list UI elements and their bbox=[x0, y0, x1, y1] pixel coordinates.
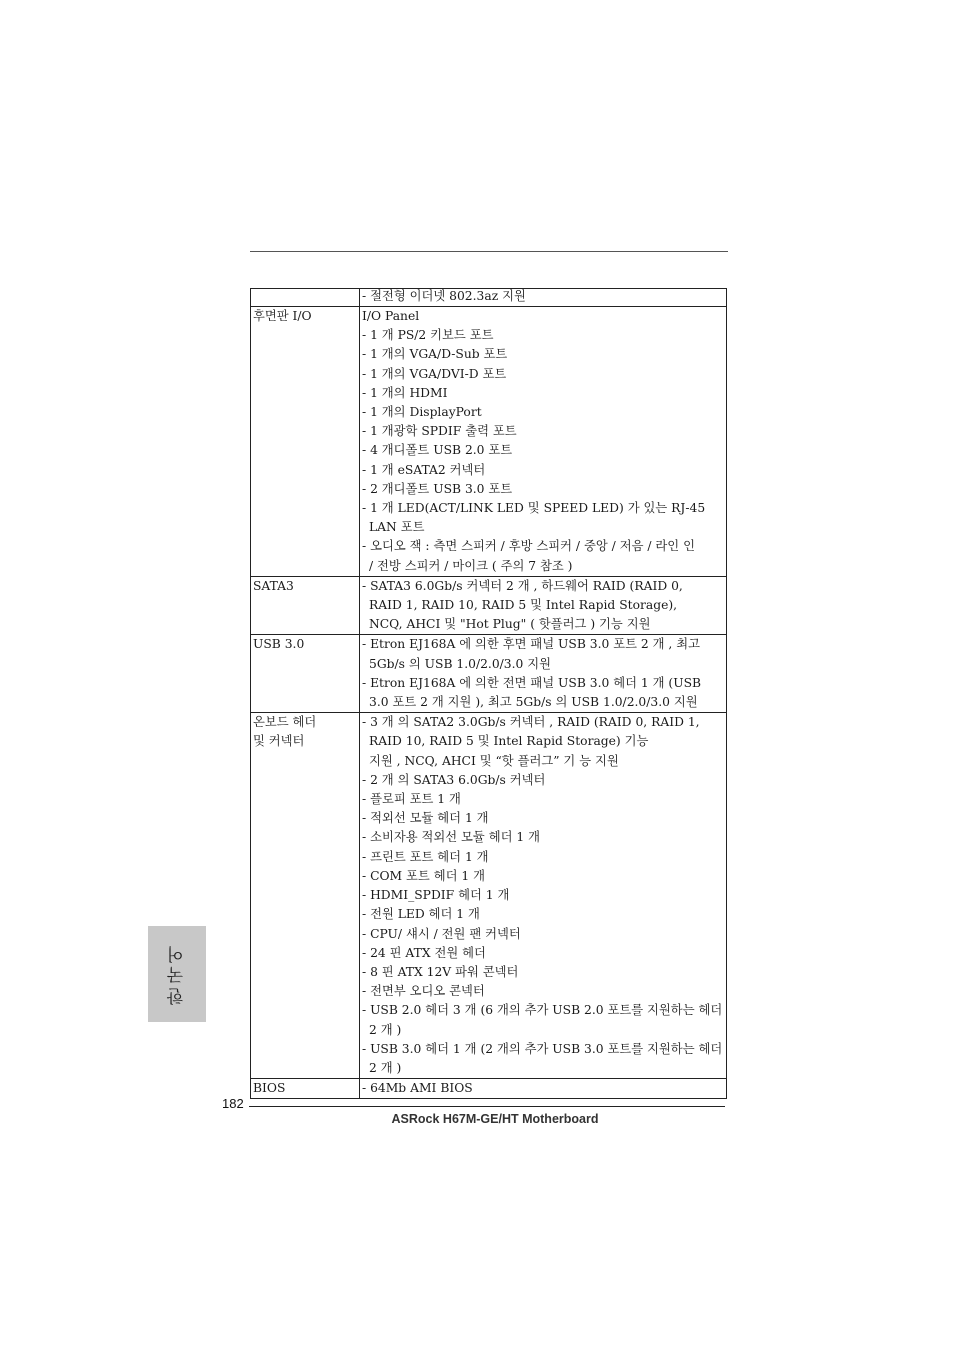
spec-line: - 오디오 잭 : 측면 스피커 / 후방 스피커 / 중앙 / 저음 / 라인 인 bbox=[362, 539, 695, 554]
spec-line: - COM 포트 헤더 1 개 bbox=[362, 868, 485, 883]
row-value bbox=[360, 1079, 727, 1099]
spec-line: 2 개 ) bbox=[369, 1060, 402, 1075]
label-line: 및 커넥터 bbox=[253, 734, 305, 749]
language-tab bbox=[148, 926, 206, 1022]
spec-line: - 2 개디폴트 USB 3.0 포트 bbox=[362, 481, 513, 496]
row-value bbox=[360, 307, 727, 577]
row-label bbox=[251, 713, 360, 1079]
spec-line: - 적외선 모듈 헤더 1 개 bbox=[362, 811, 489, 826]
spec-line: - 1 개 eSATA2 커넥터 bbox=[362, 462, 486, 477]
table-row bbox=[251, 1079, 727, 1099]
bottom-rule bbox=[249, 1106, 725, 1107]
footer-title: ASRock H67M-GE/HT Motherboard bbox=[391, 1112, 599, 1126]
row-value bbox=[360, 576, 727, 635]
spec-line: - SATA3 6.0Gb/s 커넥터 2 개 , 하드웨어 RAID (RAID 0, bbox=[362, 578, 683, 593]
spec-line: - Etron EJ168A 에 의한 후면 패널 USB 3.0 포트 2 개 , 최고 bbox=[362, 637, 701, 652]
label-line: 후면판 I/O bbox=[253, 309, 312, 323]
spec-line: 지원 , NCQ, AHCI 및 “핫 플러그” 기 능 지원 bbox=[369, 753, 619, 768]
spec-line: - 4 개디폴트 USB 2.0 포트 bbox=[362, 443, 513, 458]
spec-line: - 24 핀 ATX 전원 헤더 bbox=[362, 945, 486, 960]
label-line: SATA3 bbox=[253, 578, 294, 593]
row-value bbox=[360, 713, 727, 1079]
spec-line: I/O Panel bbox=[362, 309, 420, 323]
spec-line: - 1 개 LED(ACT/LINK LED 및 SPEED LED) 가 있는 RJ-45 bbox=[362, 501, 706, 516]
spec-line: - Etron EJ168A 에 의한 전면 패널 USB 3.0 헤더 1 개 (USB bbox=[362, 675, 702, 690]
spec-line: 3.0 포트 2 개 지원 ), 최고 5Gb/s 의 USB 1.0/2.0/3.0 지원 bbox=[369, 695, 698, 710]
spec-line: - 1 개의 VGA/DVI-D 포트 bbox=[362, 366, 507, 381]
spec-line: RAID 10, RAID 5 및 Intel Rapid Storage) 기능 bbox=[369, 734, 649, 749]
spec-line: - 2 개 의 SATA3 6.0Gb/s 커넥터 bbox=[362, 772, 546, 787]
spec-line: - 소비자용 적외선 모듈 헤더 1 개 bbox=[362, 830, 540, 845]
row-label bbox=[251, 1079, 360, 1099]
row-value bbox=[360, 289, 727, 307]
spec-line: - 64Mb AMI BIOS bbox=[362, 1081, 473, 1096]
spec-line: - 플로피 포트 1 개 bbox=[362, 792, 461, 807]
row-value bbox=[360, 635, 727, 713]
row-label bbox=[251, 576, 360, 635]
table-row bbox=[251, 576, 727, 635]
spec-line: - 3 개 의 SATA2 3.0Gb/s 커넥터 , RAID (RAID 0, RAID 1, bbox=[362, 715, 700, 730]
spec-line: - 전면부 오디오 콘넥터 bbox=[362, 984, 485, 999]
top-rule bbox=[250, 251, 728, 252]
page-number: 182 bbox=[222, 1096, 244, 1111]
table-row bbox=[251, 635, 727, 713]
label-line: 온보드 헤더 bbox=[253, 715, 317, 730]
spec-line: - 1 개의 VGA/D-Sub 포트 bbox=[362, 347, 508, 362]
row-label bbox=[251, 307, 360, 577]
table-row bbox=[251, 307, 727, 577]
spec-line: - USB 2.0 헤더 3 개 (6 개의 추가 USB 2.0 포트를 지원하는 헤더 bbox=[362, 1003, 723, 1018]
spec-line: - CPU/ 섀시 / 전원 팬 커넥터 bbox=[362, 926, 521, 941]
table-row bbox=[251, 289, 727, 307]
spec-line: NCQ, AHCI 및 "Hot Plug" ( 핫플러그 ) 기능 지원 bbox=[369, 617, 651, 632]
spec-line: - 1 개 PS/2 키보드 포트 bbox=[362, 328, 494, 343]
spec-line: 2 개 ) bbox=[369, 1022, 402, 1037]
row-label bbox=[251, 635, 360, 713]
table-row bbox=[251, 713, 727, 1079]
label-line: BIOS bbox=[253, 1081, 286, 1096]
language-tab-label: 한국어 bbox=[167, 942, 188, 1006]
row-label bbox=[251, 289, 360, 307]
spec-line: RAID 1, RAID 10, RAID 5 및 Intel Rapid Storage), bbox=[369, 598, 678, 613]
spec-line: - 8 핀 ATX 12V 파워 콘넥터 bbox=[362, 964, 519, 979]
spec-line: - 1 개의 HDMI bbox=[362, 385, 448, 400]
spec-line: - 1 개의 DisplayPort bbox=[362, 405, 482, 420]
label-line: USB 3.0 bbox=[253, 637, 305, 652]
spec-line: - 1 개광학 SPDIF 출력 포트 bbox=[362, 424, 517, 439]
spec-line: - HDMI_SPDIF 헤더 1 개 bbox=[362, 888, 510, 903]
spec-line: - USB 3.0 헤더 1 개 (2 개의 추가 USB 3.0 포트를 지원하는 헤더 bbox=[362, 1041, 723, 1056]
spec-line: - 절전형 이더넷 802.3az 지원 bbox=[362, 289, 526, 303]
spec-line: LAN 포트 bbox=[369, 520, 425, 535]
spec-line: - 프린트 포트 헤더 1 개 bbox=[362, 849, 489, 864]
spec-table bbox=[250, 288, 727, 1099]
spec-line: - 전원 LED 헤더 1 개 bbox=[362, 907, 480, 922]
spec-line: 5Gb/s 의 USB 1.0/2.0/3.0 지원 bbox=[369, 656, 552, 671]
spec-line: / 전방 스피커 / 마이크 ( 주의 7 참조 ) bbox=[369, 558, 573, 573]
